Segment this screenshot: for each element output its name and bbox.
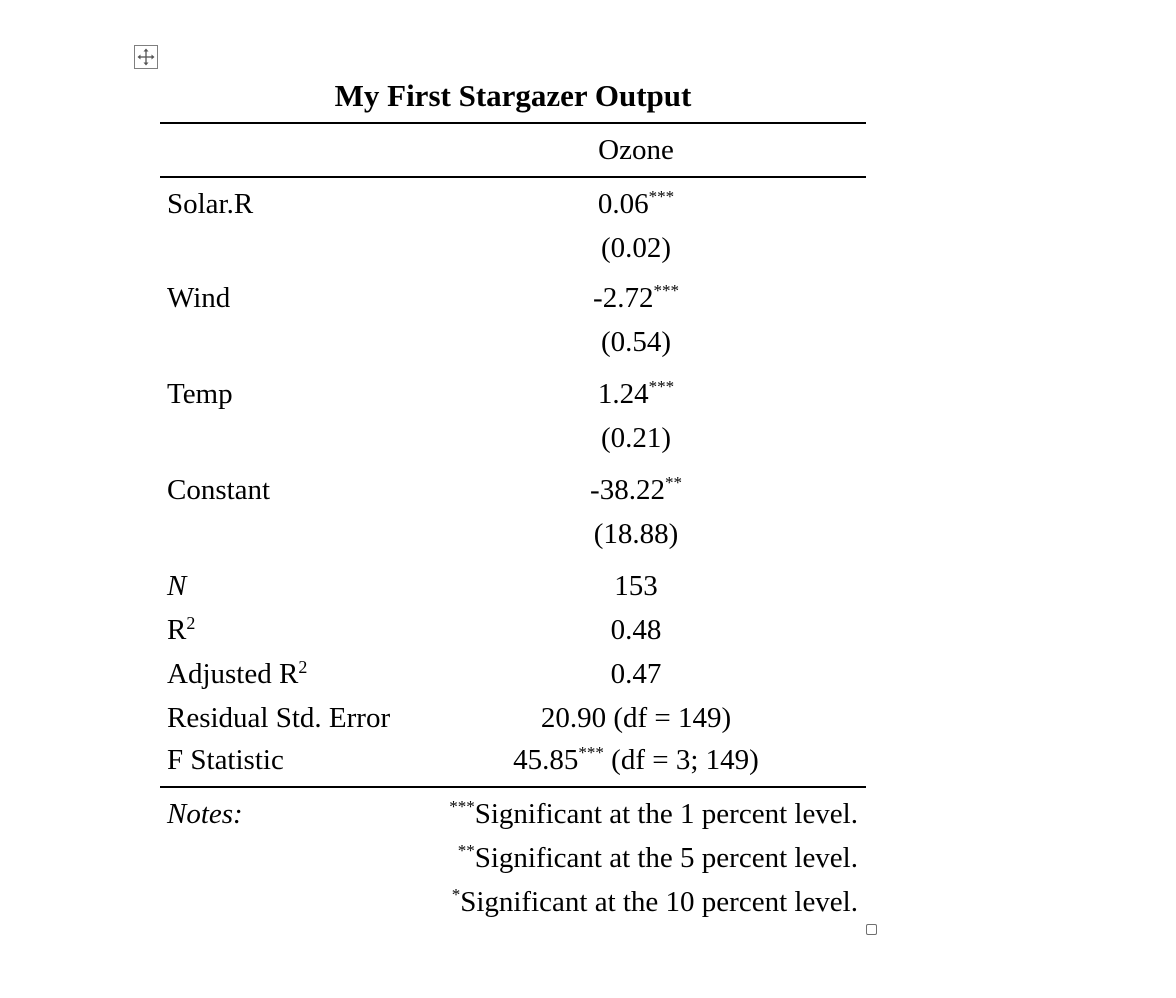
stat-value-r2: 0.48 [610,614,662,646]
stat-label-f-statistic: F Statistic [167,744,284,776]
significance-stars: *** [449,797,475,816]
coef-label-solar-r: Solar.R [167,188,254,220]
resize-square-icon[interactable] [866,924,877,935]
coef-estimate-constant: -38.22** [590,473,682,506]
coef-label-wind: Wind [167,282,231,314]
stat-value-n: 153 [614,570,658,602]
significance-stars: *** [648,187,675,206]
note-line-5-percent: **Significant at the 5 percent level. [457,841,858,874]
stat-label-residual-std-error: Residual Std. Error [167,702,391,734]
stat-label-n: N [167,570,187,602]
top-rule [160,122,866,124]
coef-label-constant: Constant [167,474,271,506]
dependent-variable-header: Ozone [598,134,674,166]
stat-label-r2: $R^2$ [167,613,196,646]
move-table-handle-icon[interactable] [134,45,158,69]
coef-se-temp: (0.21) [600,422,672,454]
note-line-1-percent: ***Significant at the 1 percent level. [449,797,858,830]
significance-stars: ** [664,473,682,492]
stat-value-residual-std-error: 20.90 (df = 149) [540,702,732,734]
coef-estimate-wind: -2.72*** [593,281,679,314]
note-line-10-percent: *Significant at the 10 percent level. [451,885,858,918]
stat-value-adjusted-r2: 0.47 [610,658,662,690]
table-title: My First Stargazer Output [334,78,692,113]
coef-estimate-solar-r: 0.06*** [597,187,675,220]
coef-se-constant: (18.88) [593,518,679,550]
coef-label-temp: Temp [167,378,233,410]
significance-stars: * [451,885,461,904]
header-rule [160,176,866,178]
coef-se-wind: (0.54) [600,326,672,358]
stat-value-f-statistic: 45.85*** (df = 3; 149) [513,743,759,776]
stat-label-adjusted-r2: Adjusted $R^2$ [167,657,308,690]
coef-estimate-temp: 1.24*** [597,377,675,410]
significance-stars: *** [648,377,675,396]
significance-stars: ** [457,841,475,860]
notes-label: Notes: [167,798,243,830]
bottom-rule [160,786,866,788]
significance-stars: *** [653,281,679,300]
significance-stars: *** [578,743,604,762]
coef-se-solar-r: (0.02) [600,232,672,264]
four-way-arrow-icon [135,46,157,68]
